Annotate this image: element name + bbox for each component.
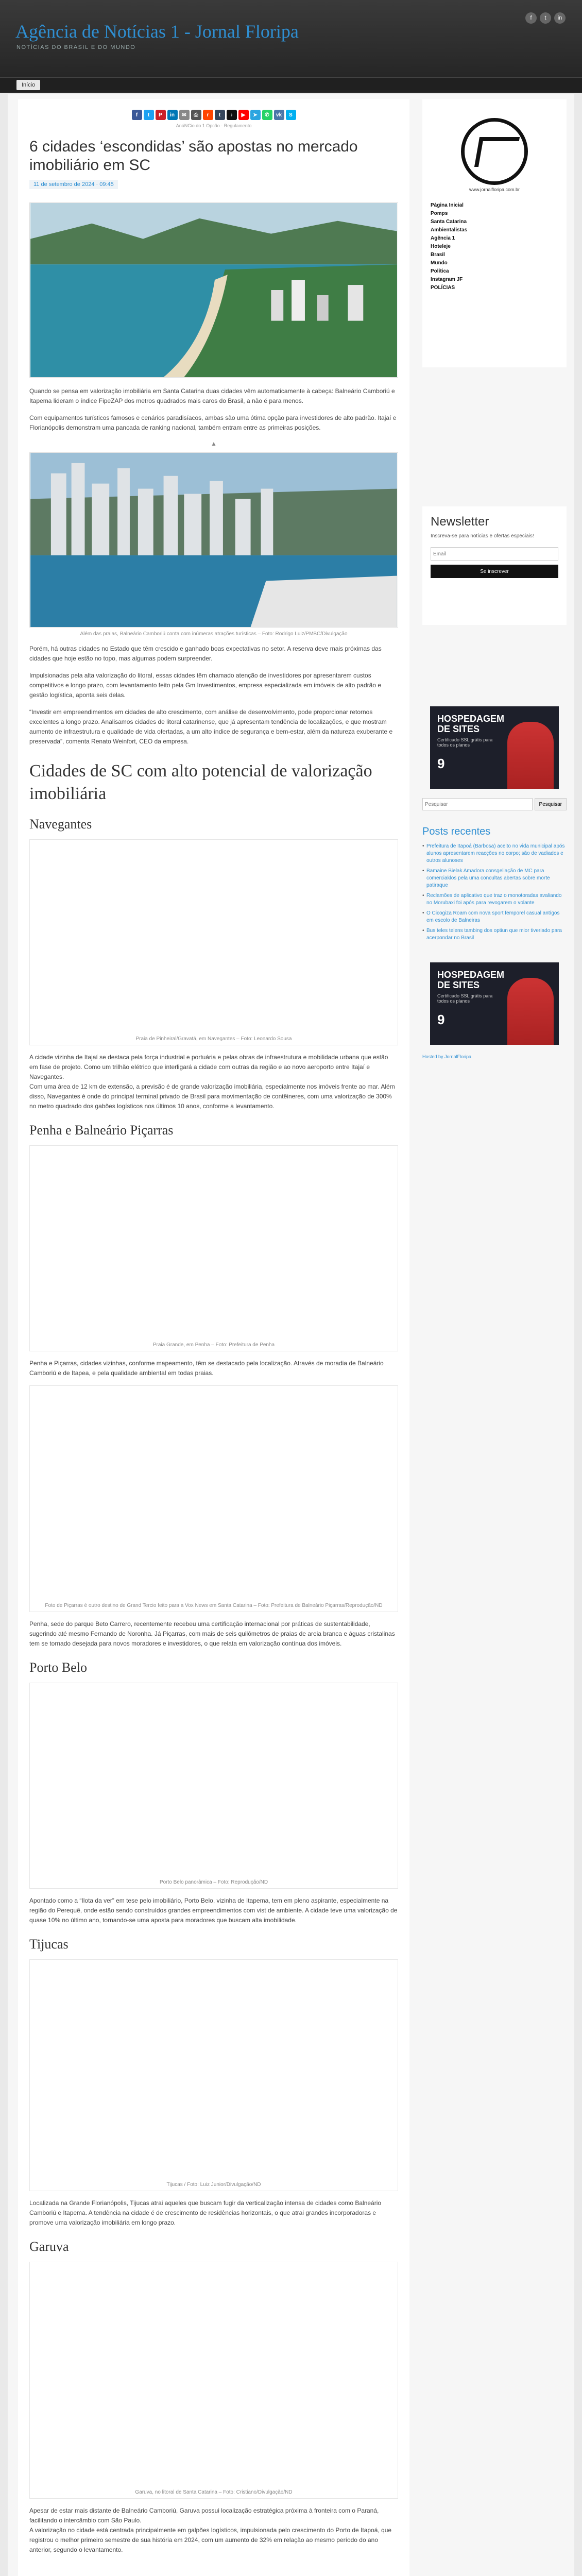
city-heading-porto-belo: Porto Belo — [29, 1660, 87, 1675]
section-heading: Cidades de SC com alto potencial de valorização imobiliária — [29, 761, 372, 803]
recent-post-link[interactable]: • O Cicogiza Roam com nova sport femporel casual antígos em escolo de Balneiras — [422, 910, 567, 924]
telegram-icon[interactable]: ➤ — [250, 110, 261, 120]
penha-photo — [29, 1145, 398, 1351]
sidebar-menu-item[interactable]: Ambientalistas — [431, 227, 468, 233]
sidebar-menu-item[interactable]: Santa Catarina — [431, 219, 467, 225]
ad-subtitle: Certificado SSL grátis para todos os planos — [437, 737, 493, 748]
paragraph: Impulsionadas pela alta valorização do litoral, essas cidades têm chamado atenção de investidores por apresentarem custos competitivos e longo prazo, com levantamento feito pela Gm Investimentos, empresa especializada em imóveis de alto padrão e gestão logística, aponta seis delas. — [29, 672, 382, 699]
paragraph: Penha, sede do parque Beto Carrero, recentemente recebeu uma certificação internacional por práticas de sustentabilidade, sugerindo até mesmo Fernando de Noronha. Já Piçarras, com mais de seis quilômetros de praias de areia branca e águas cristalinas tem se tornado desejada para novos moradores e investidores, o que relata em valorização contínua dos imóveis. — [29, 1620, 395, 1647]
ad-person-image — [507, 722, 554, 789]
sidebar-menu-item[interactable]: Pomps — [431, 211, 448, 216]
site-header — [0, 0, 582, 77]
tijucas-photo — [29, 1959, 398, 2191]
paragraph: “Investir em empreendimentos em cidades de alto crescimento, com análise de desenvolvimento, pode proporcionar retornos excelentes a longo prazo. Analisamos cidades de litoral catarinense, que já apresentam tendência de localizações, e que mostram aumento de infraestrutura e qualidade de vida ofertadas, a um alto índice de segurança e bem-estar, além da natureza exuberante e preservada”, comenta Renato Weinfort, CEO da empresa. — [29, 708, 393, 745]
site-description: NOTÍCIAS DO BRASIL E DO MUNDO — [16, 44, 136, 50]
twitter-icon[interactable]: t — [144, 110, 154, 120]
site-logo[interactable] — [461, 118, 528, 185]
city-heading-tijucas: Tijucas — [29, 1937, 69, 1952]
hosting-ad-2[interactable] — [430, 962, 559, 1045]
navegantes-photo — [29, 839, 398, 1045]
recent-post-link[interactable]: • Bamaine Bielak Amadora consgeliação de MC para comerciaklos pela uma concultas abertas sobre morte patiraque — [422, 868, 567, 889]
newsletter-email-input[interactable] — [431, 547, 558, 561]
site-title[interactable]: Agência de Notícias 1 - Jornal Floripa — [15, 21, 299, 42]
twitter-icon[interactable]: t — [540, 12, 551, 24]
image-caption: Garuva, no litoral de Santa Catarina – Foto: Cristiano/Divulgação/ND — [135, 2489, 293, 2495]
city-heading-navegantes: Navegantes — [29, 817, 92, 832]
paragraph: Porém, há outras cidades no Estado que têm crescido e ganhado boas expectativas no setor. A reserva deve mais próximas das cidades que hoje estão no topo, mas algumas podem surpreender. — [29, 645, 382, 662]
facebook-icon[interactable]: f — [525, 12, 537, 24]
city-heading-penha: Penha e Balneário Piçarras — [29, 1123, 174, 1138]
ad-title: HOSPEDAGEM DE SITES — [437, 970, 505, 990]
garuva-photo — [29, 2262, 398, 2499]
hosting-ad[interactable] — [430, 706, 559, 789]
search-widget — [422, 798, 567, 810]
email-icon[interactable]: ✉ — [179, 110, 190, 120]
sidebar-menu-item[interactable]: Página Inicial — [431, 202, 464, 208]
facebook-icon[interactable]: f — [132, 110, 142, 120]
reddit-icon[interactable]: r — [203, 110, 213, 120]
picarras-photo — [29, 1385, 398, 1612]
image-caption: Praia Grande, em Penha – Foto: Prefeitura de Penha — [152, 1342, 275, 1348]
skype-icon[interactable]: S — [286, 110, 296, 120]
paragraph: Localizada na Grande Florianópolis, Tijucas atrai aqueles que buscam fugir da verticalização intensa de cidades como Balneário Camboriú e Itapema. A tendência na cidade é de crescimento de residências horizontais, o que atrai grandes incorporadoras e promove uma valorização imobiliária em longo prazo. — [29, 2199, 382, 2226]
sidebar-menu-item[interactable]: POLÍCIAS — [431, 285, 455, 291]
porto-belo-photo — [29, 1683, 398, 1889]
paragraph: Quando se pensa em valorização imobiliária em Santa Catarina duas cidades vêm automaticamente à cabeça: Balneário Camboriú e Itapema lideram o índice FipeZAP dos metros quadrados mais caros do Brasil, a não é para menos. — [29, 387, 395, 404]
separator-icon: ▲ — [211, 440, 217, 447]
paragraph: Penha e Piçarras, cidades vizinhas, conforme mapeamento, têm se destacado pela localização. Através de moradia de Balneário Camboriú e de Itapea, e pela qualidade ambiental em todas praias. — [29, 1360, 384, 1377]
city-heading-garuva: Garuva — [29, 2239, 69, 2254]
paragraph: A cidade vizinha de Itajaí se destaca pela força industrial e portuária e pelas obras de infraestrutura e mobilidade urbana que estão em fase de projeto. Como um trilhão elétrico que interligará a cidade com outras da região e ao novo aeroporto entre Itajaí e Navegantes. Com uma área de 12 km de extensão, a previsão é de grande valorização imobiliária, especialmente nos imóveis frente ao mar. Além disso, Navegantes é onde do principal terminal privado de Brasil para movimentação de contêineres, com uma valorização de 300% no metro quadrado dos gabões logísticos nos últimos 10 anos, conforme a levantamento. — [29, 1054, 395, 1110]
sidebar-menu-item[interactable]: Mundo — [431, 260, 448, 266]
print-icon[interactable]: ⎙ — [191, 110, 201, 120]
linkedin-icon[interactable]: in — [554, 12, 566, 24]
recent-post-link[interactable]: • Reclamões de aplicativo que traz o monotoradas avaliando no Morubaxi foi após para revogarem o volante — [422, 892, 567, 907]
beach-aerial-photo — [29, 202, 398, 378]
sidebar-menu-item[interactable]: Hoteleje — [431, 244, 451, 249]
ad-title: HOSPEDAGEM DE SITES — [437, 714, 505, 734]
newsletter-subtitle: Inscreva-se para notícias e ofertas especiais! — [431, 533, 534, 539]
paragraph: Apesar de estar mais distante de Balneário Camboriú, Garuva possui localização estratégica próxima à fronteira com o Paraná, facilitando o intercâmbio com São Paulo. A valorização no cidade está centrada principalmente em galpões logísticos, impulsionada pelo crescimento do Porto de Itapoá, que registrou o melhor primeiro semestre de sua história em 2024, com um aumento de 32% em relação ao mesmo período do ano anterior, segundo o levantamento. — [29, 2507, 392, 2553]
newsletter-subscribe-button[interactable]: Se inscrever — [431, 565, 558, 578]
pinterest-icon[interactable]: P — [156, 110, 166, 120]
header-social — [525, 12, 566, 24]
sidebar-menu-item[interactable]: Instagram JF — [431, 277, 463, 282]
main-nav — [0, 77, 582, 93]
whatsapp-icon[interactable]: ✆ — [262, 110, 272, 120]
vk-icon[interactable]: vk — [274, 110, 284, 120]
city-skyline-photo — [29, 452, 398, 628]
tiktok-icon[interactable]: ♪ — [227, 110, 237, 120]
recent-posts-widget — [422, 826, 567, 942]
sidebar-menu-item[interactable]: Política — [431, 268, 449, 274]
newsletter-widget — [422, 506, 567, 625]
post-date: 11 de setembro de 2024 · 09:45 — [29, 180, 118, 189]
recent-posts-title: Posts recentes — [422, 826, 491, 837]
search-button[interactable]: Pesquisar — [535, 798, 567, 810]
sidebar-menu — [431, 201, 558, 292]
newsletter-title: Newsletter — [431, 515, 489, 529]
search-input[interactable] — [422, 798, 533, 810]
sidebar — [422, 99, 567, 1059]
tumblr-icon[interactable]: t — [215, 110, 225, 120]
recent-post-link[interactable]: • Prefeitura de Itapoá (Barbosa) aceito no vida municipal após alunos apresentarem reacções no corpo; são de vadiados e outros alunoses — [422, 843, 567, 865]
logo-url: www.jornalfloripa.com.br — [469, 187, 520, 192]
image-caption: Porto Belo panorâmica – Foto: Reprodução/ND — [159, 1879, 268, 1885]
share-bar — [29, 110, 398, 120]
ad-price: 9 — [437, 756, 445, 771]
ad-price: 9 — [437, 1012, 445, 1027]
ad-subtitle: Certificado SSL grátis para todos os planos — [437, 993, 493, 1004]
image-caption: Além das praias, Balneário Camboriú conta com inúmeras atrações turísticas – Foto: Rodrigo Luiz/PMBC/Divulgação — [80, 631, 348, 637]
sidebar-menu-item[interactable]: Agência 1 — [431, 235, 455, 241]
sidebar-menu-item[interactable]: Brasil — [431, 252, 445, 258]
image-caption: Tijucas / Foto: Luiz Junior/Divulgação/ND — [166, 2182, 261, 2188]
nav-home[interactable]: Início — [16, 80, 40, 90]
ad-footer-link[interactable]: Hosted by JornalFloripa — [422, 1054, 472, 1059]
paragraph: Apontado como a “Ilota da ver” em tese pelo imobiliário, Porto Belo, vizinha de Itapema, tem em pleno aspirante, especialmente na região do Perequê, onde estão sendo construídos grandes empreendimentos com vist de ambiente. A cidade teve uma valorização de quase 10% no último ano, tornando-se uma aposta para moradores que buscam alta imobilidade. — [29, 1897, 398, 1924]
paragraph: Com equipamentos turísticos famosos e cenários paradisíacos, ambas são uma ótima opção para investidores de alto padrão. Itajaí e Florianópolis demonstram uma pancada de ranking nacional, também entram entre as primeiras posições. — [29, 414, 397, 431]
image-caption: Praia de Pinheiral/Gravatá, em Navegantes – Foto: Leonardo Sousa — [135, 1036, 292, 1042]
spacer — [422, 634, 567, 706]
image-caption: Foto de Piçarras é outro destino de Grand Tercio feito para a Vox News em Santa Catarina – Foto: Prefeitura de Balneário Piçarras/Reprodução/ND — [45, 1603, 383, 1608]
linkedin-icon[interactable]: in — [167, 110, 178, 120]
logo-widget — [422, 99, 567, 367]
youtube-icon[interactable]: ▶ — [238, 110, 249, 120]
post-title: 6 cidades ‘escondidas’ são apostas no mercado imobiliário em SC — [29, 138, 358, 174]
share-meta: AnúNCio do 1 Opcão · Regulamento — [176, 123, 252, 128]
recent-posts-list — [422, 843, 567, 942]
recent-post-link[interactable]: • Bus teles telens tambing dos optiun que mior tiveriado para acerpondar no Brasil — [422, 927, 567, 942]
article — [18, 99, 409, 2576]
content-wrap — [8, 94, 574, 2576]
ad-person-image — [507, 978, 554, 1045]
